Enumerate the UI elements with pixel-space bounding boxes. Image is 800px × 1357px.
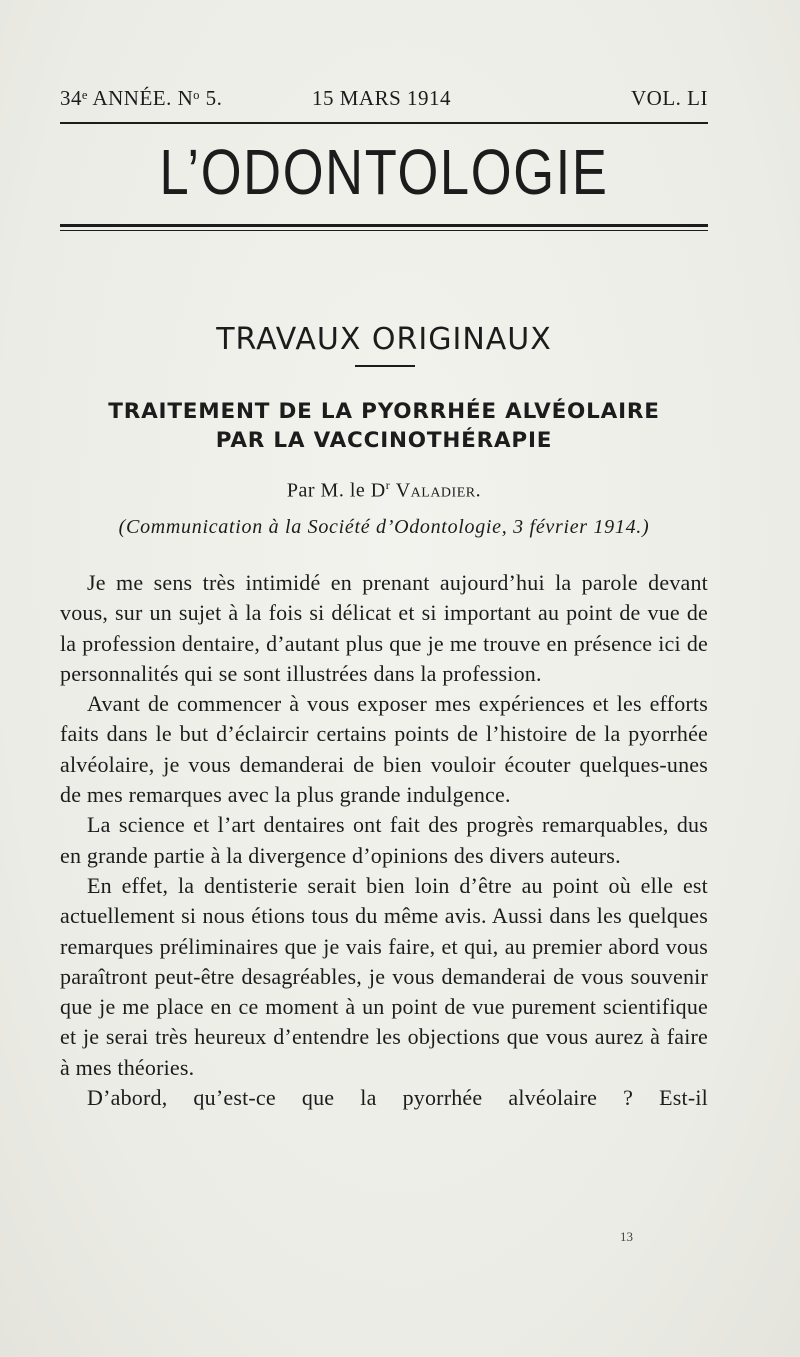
paragraph: D’abord, qu’est-ce que la pyorrhée alvéolaire ? Est-il [87,1085,708,1111]
masthead-rule-thick [60,224,708,227]
article-byline [60,472,708,504]
paragraph: Je me sens très intimidé en prenant aujourd’hui la parole devant vous, sur un sujet à la fois si délicat et si important au point de vue de la profession dentaire, d’autant plus que je me trouve en présence ici de personnalités qui se sont illustrées dans la profession. [60,570,708,686]
article-title-line2: PAR LA VACCINOTHÉRAPIE [215,428,553,453]
article-communication-note: (Communication à la Société d’Odontologie, 3 février 1914.) [118,516,650,538]
header-volume: VOL. LI [631,86,708,110]
masthead-title: L’ODONTOLOGIE [159,136,609,208]
byline-prefix: Par M. le D [286,479,386,502]
page-folio: 13 [620,1229,633,1244]
paragraph: En effet, la dentisterie serait bien loin d’être au point où elle est actuellement si nous étions tous du même avis. Aussi dans les quelques remarques préliminaires que je vais faire, et qui, au premier abord vous paraîtront peut-être desagréables, je vous demanderai de vous souvenir que je me place en ce moment à un point de vue purement scientifique et je serai très heureux d’entendre les objections que vous aurez à faire à mes théories. [60,872,708,1080]
paragraph: Avant de commencer à vous exposer mes expériences et les efforts faits dans le but d’éclaircir certains points de l’histoire de la pyorrhée alvéolaire, je vous demanderai de bien vouloir écouter quelques-unes de mes remarques avec la plus grande indulgence. [60,691,708,808]
byline-author: Valadier. [395,479,482,502]
article-body [60,568,708,1113]
section-divider [355,365,415,367]
header-date: 15 MARS 1914 [312,86,452,110]
masthead-rule-thin [60,230,708,231]
section-title: TRAVAUX ORIGINAUX [216,322,552,357]
running-header [60,86,708,114]
article-title-line1: TRAITEMENT DE LA PYORRHÉE ALVÉOLAIRE [108,399,660,424]
header-issue: 34ᵉ ANNÉE. Nᵒ 5. [60,86,223,110]
paragraph: La science et l’art dentaires ont fait des progrès remarquables, dus en grande partie à la divergence d’opinions des divers auteurs. [60,812,708,868]
byline-sup: r [385,478,391,492]
header-rule [60,122,708,124]
